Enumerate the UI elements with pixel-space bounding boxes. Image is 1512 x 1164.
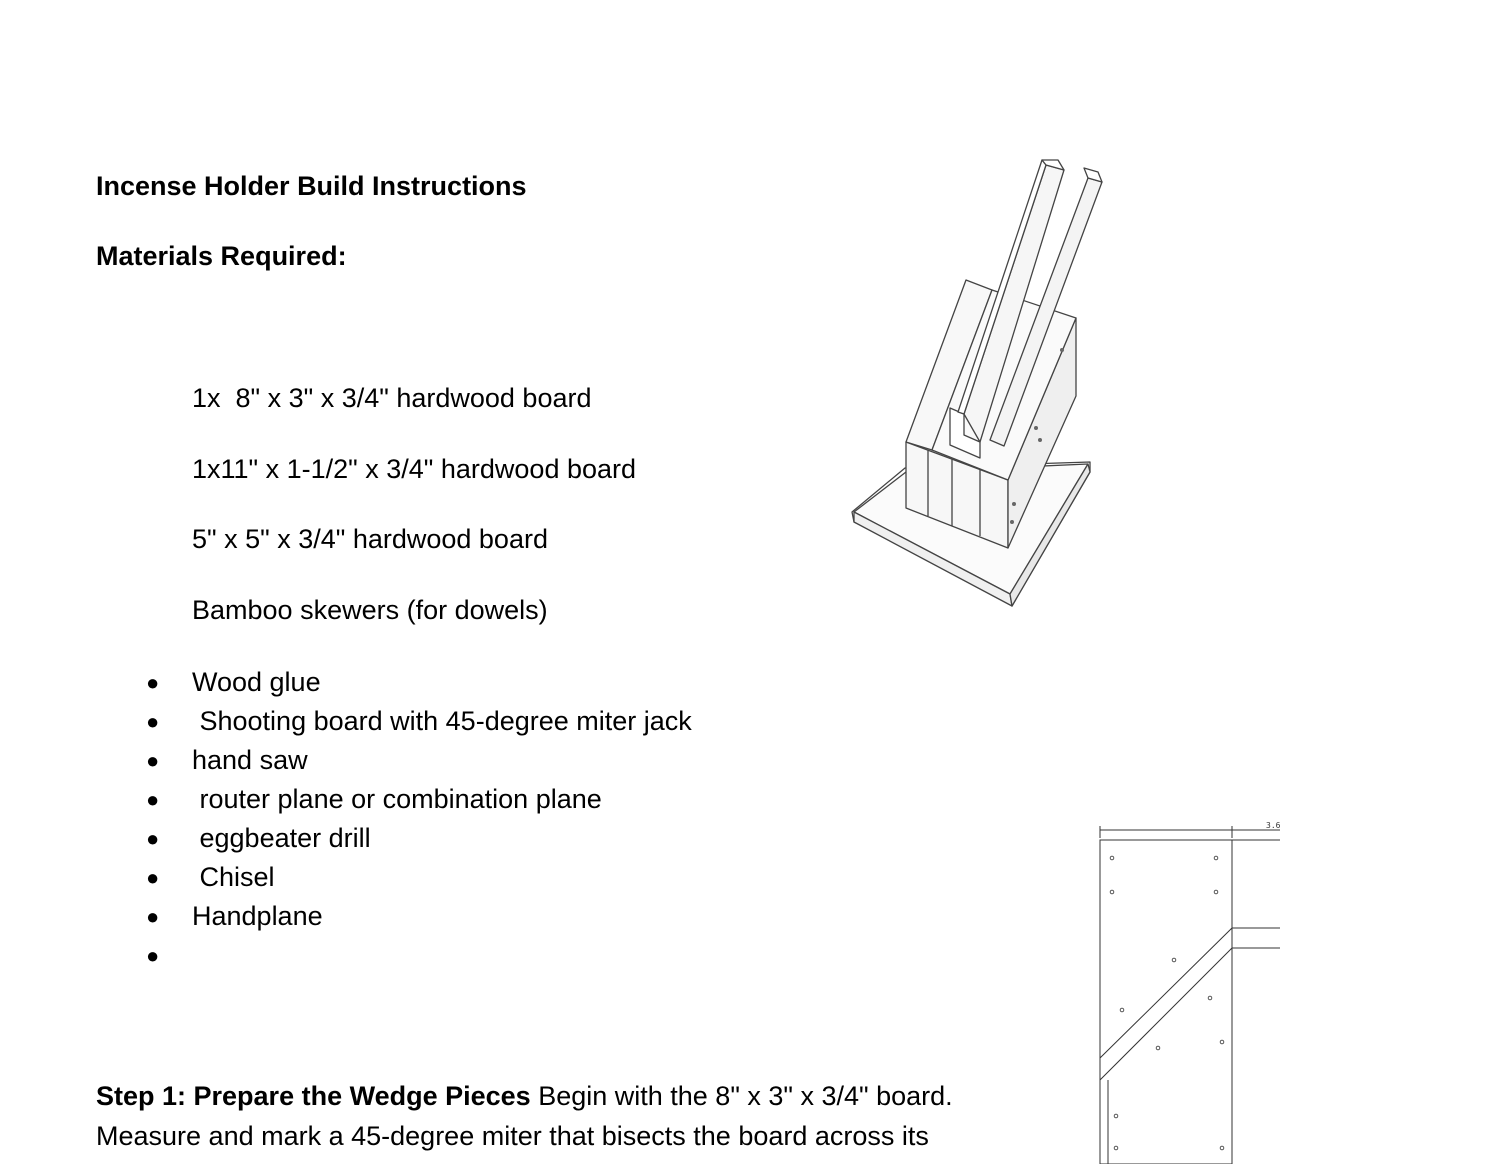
list-item: ● Handplane bbox=[140, 897, 692, 936]
material-item-4: Bamboo skewers (for dowels) bbox=[192, 595, 548, 625]
dimension-label: 3.6 bbox=[1266, 821, 1280, 830]
list-item: ● Wood glue bbox=[140, 663, 692, 702]
material-item-1: 1x 8" x 3" x 3/4" hardwood board bbox=[192, 383, 592, 413]
step-1-text: Begin with the 8" x 3" x 3/4" board. Measure and mark a 45-degree miter that bisects the board across its bbox=[96, 1081, 953, 1151]
material-item-2: 1x11" x 1-1/2" x 3/4" hardwood board bbox=[192, 454, 637, 484]
list-item bbox=[140, 936, 692, 975]
materials-heading: Materials Required: bbox=[96, 241, 347, 271]
list-item: ● Chisel bbox=[140, 858, 692, 897]
bullet-icon: ● bbox=[146, 709, 160, 734]
bullet-icon: ● bbox=[146, 904, 160, 929]
bullet-icon: ● bbox=[146, 787, 160, 812]
incense-holder-illustration-image bbox=[840, 150, 1130, 630]
bullet-icon: ● bbox=[146, 670, 160, 695]
bullet-icon: ● bbox=[146, 748, 160, 773]
list-item: ● eggbeater drill bbox=[140, 819, 692, 858]
bullet-icon: ● bbox=[146, 826, 160, 851]
document-title: Incense Holder Build Instructions bbox=[96, 171, 527, 201]
step-1-paragraph bbox=[96, 1076, 1056, 1156]
tools-list bbox=[140, 663, 692, 975]
step-1-title: Step 1: Prepare the Wedge Pieces bbox=[96, 1081, 531, 1111]
material-item-3: 5" x 5" x 3/4" hardwood board bbox=[192, 524, 548, 554]
bullet-icon: ● bbox=[146, 865, 160, 890]
list-item: ● Shooting board with 45-degree miter jack bbox=[140, 702, 692, 741]
bullet-icon: ● bbox=[146, 943, 160, 968]
list-item: ● hand saw bbox=[140, 741, 692, 780]
technical-drawing-image bbox=[1096, 818, 1280, 1164]
list-item: ● router plane or combination plane bbox=[140, 780, 692, 819]
